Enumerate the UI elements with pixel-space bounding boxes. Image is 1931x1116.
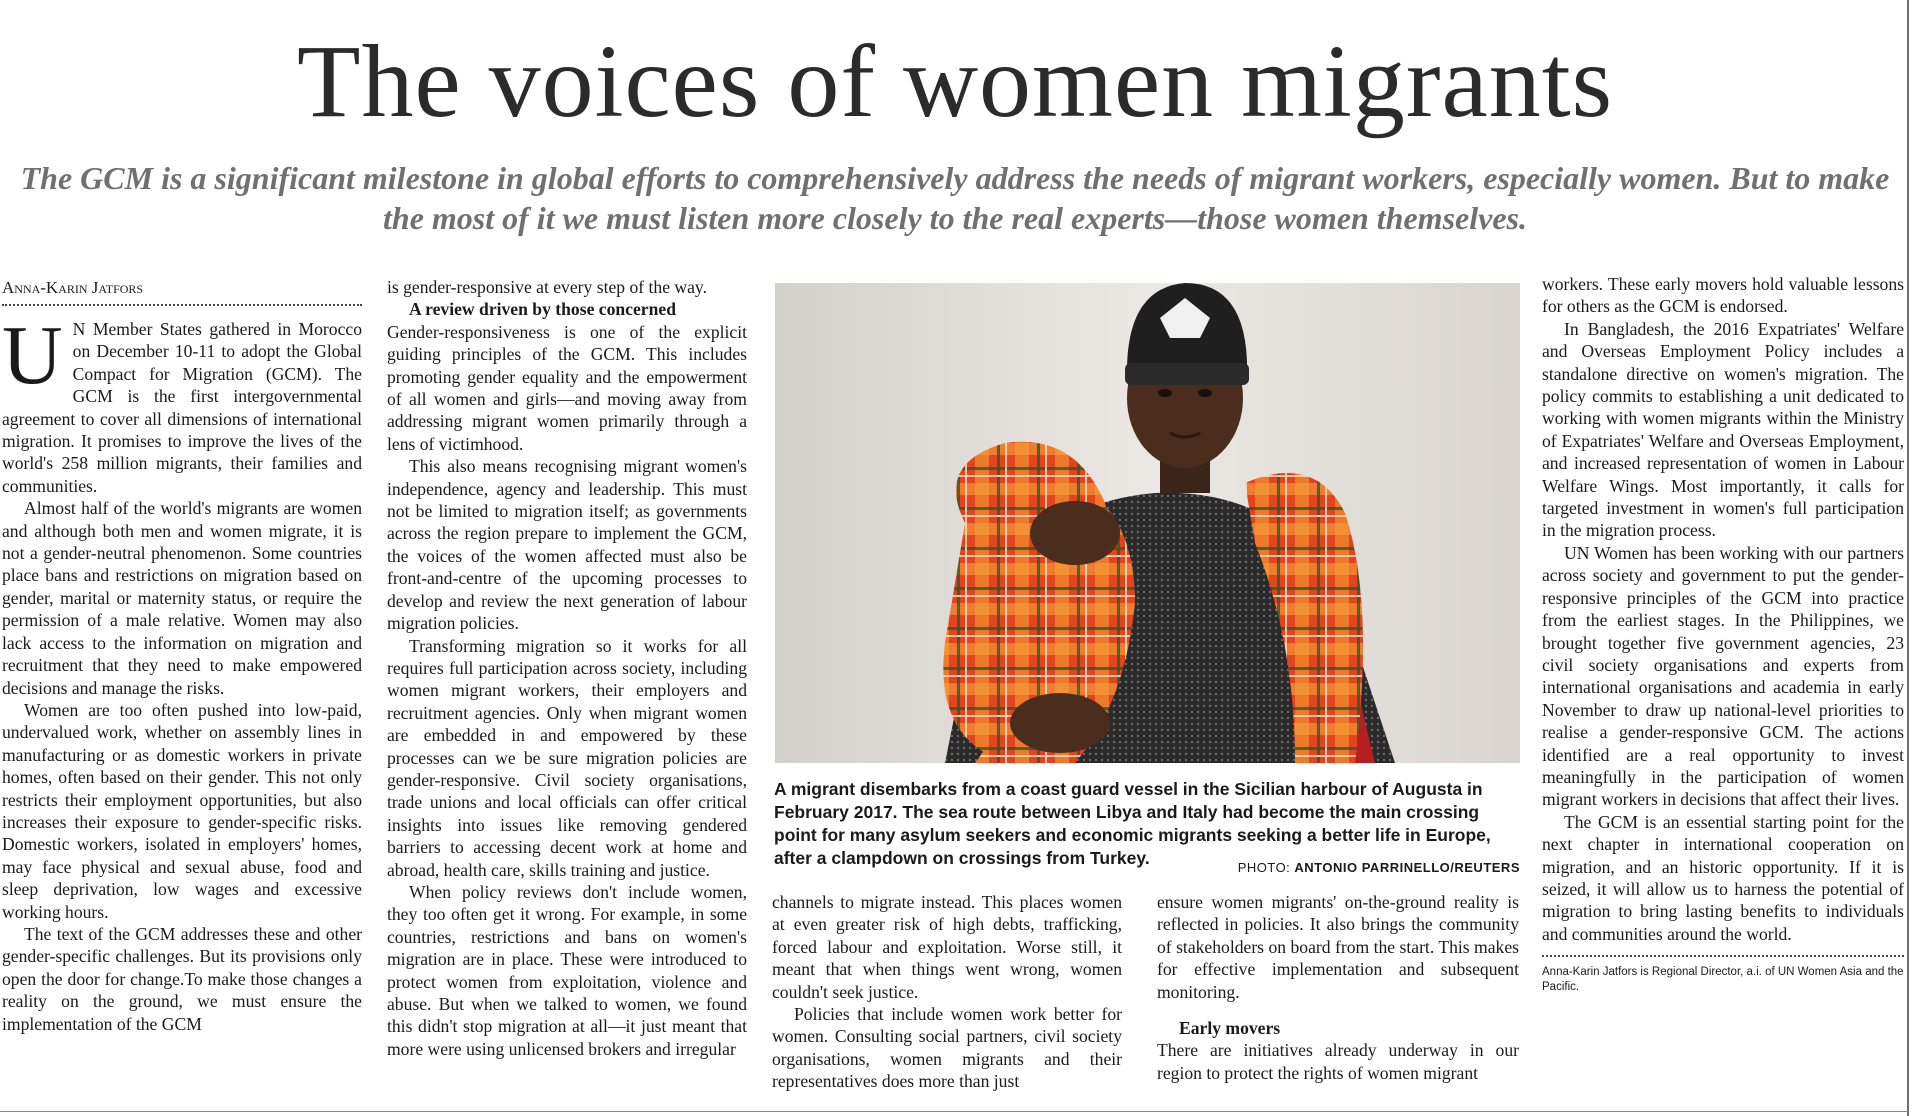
news-photo <box>775 283 1520 763</box>
column-3 <box>772 891 1122 1093</box>
paragraph: The GCM is an essential starting point for the next chapter in international cooperation on migration, and an historic opportunity. If it is seized, it will allow us to harness the potential of migration to bring lasting benefits to individuals and communities around the world. <box>1542 811 1904 944</box>
paragraph: There are initiatives already underway in our region to protect the rights of women migrant <box>1157 1040 1519 1083</box>
paragraph: channels to migrate instead. This places women at even greater risk of high debts, trafficking, forced labour and exploitation. Worse still, it meant that when things went wrong, women couldn't seek justice. <box>772 892 1122 1002</box>
author-bio: Anna-Karin Jatfors is Regional Director, a.i. of UN Women Asia and the Pacific. <box>1542 955 1904 995</box>
paragraph: ensure women migrants' on-the-ground reality is reflected in policies. It also brings the community of stakeholders on board from the start. This makes for effective implementation and subsequent monitoring. <box>1157 892 1519 1002</box>
photo-caption: A migrant disembarks from a coast guard vessel in the Sicilian harbour of Augusta in February 2017. The sea route between Libya and Italy had become the main crossing point for many asylum seekers and economic migrants seeking a better life in Europe, after a clampdown on crossings from Turkey. <box>774 779 1491 868</box>
paragraph: Women are too often pushed into low-paid, undervalued work, whether on assembly lines in manufacturing or as domestic workers in private homes, often based on their gender. This not only restricts their employment opportunities, but also increases their exposure to gender-specific risks. Domestic workers, isolated in employers' homes, may face physical and sexual abuse, food and sleep deprivation, low wages and excessive working hours. <box>2 699 362 922</box>
bottom-rule <box>0 1111 1908 1112</box>
paragraph-text: N Member States gathered in Morocco on December 10-11 to adopt the Global Compact for Migration (GCM). The GCM is the first intergovernmental agreement to cover all dimensions of international migration. It promises to improve the lives of the world's 258 million migrants, their families and communities. <box>2 319 362 496</box>
paragraph: Policies that include women work better for women. Consulting social partners, civil society organisations, women migrants and their representatives does more than just <box>772 1004 1122 1092</box>
paragraph: Transforming migration so it works for all requires full participation across society, including women migrant workers, their employers and recruitment agencies. Only when migrant women are embedded in and empowered by these processes can we be sure migration policies are gender-responsive. Civil society organisations, trade unions and local officials can offer critical insights into issues like removing gendered barriers to accessing decent work at home and abroad, health care, skills training and justice. <box>387 635 747 880</box>
paragraph: In Bangladesh, the 2016 Expatriates' Welfare and Overseas Employment Policy includes a standalone directive on women's migration. The policy commits to establishing a unit dedicated to working with women migrants within the Ministry of Expatriates' Welfare and Overseas Employment, and increased representation of women in Labour Welfare Wings. Most importantly, it calls for targeted investment in women's full participation in the migration process. <box>1542 318 1904 541</box>
paragraph: The text of the GCM addresses these and other gender-specific challenges. But its provisions only open the door for change.To make those changes a reality on the ground, we must ensure the implementation of the GCM <box>2 923 362 1034</box>
paragraph: is gender-responsive at every step of the way. <box>387 277 707 297</box>
subheading: A review driven by those concerned <box>409 299 676 320</box>
paragraph: UN Women has been working with our partners across society and government to put the gender-responsive principles of the GCM into practice from the earliest stages. In the Philippines, we brought together five government agencies, 23 civil society organisations and experts from international organisations and academia in early November to draw up national-level priorities to realise a gender-responsive GCM. The actions identified are a real opportunity to invest meaningfully in the participation of women migrant workers in decisions that affect their lives. <box>1542 542 1904 810</box>
photo-credit <box>1238 860 1520 875</box>
deck-subtitle: The GCM is a significant milestone in global efforts to comprehensively address the needs of migrant workers, especially women. But to make the most of it we must listen more closely to the real experts—those women themselves. <box>20 160 1890 236</box>
migrant-woman-illustration <box>775 283 1520 763</box>
paragraph: Almost half of the world's migrants are women and although both men and women migrate, it is not a gender-neutral phenomenon. Some countries place bans and restrictions on migration based on gender, marital or maternity status, or require the permission of a male relative. Women may also lack access to the information on migration and recruitment that they need to make empowered decisions and manage the risks. <box>2 498 362 698</box>
paragraph <box>2 309 362 497</box>
column-1 <box>2 278 362 1035</box>
paragraph: Gender-responsiveness is one of the explicit guiding principles of the GCM. This includes promoting gender equality and the empowerment of all women and girls—and moving away from addressing migrant women primarily through a lens of victimhood. <box>387 321 747 454</box>
credit-name: ANTONIO PARRINELLO/REUTERS <box>1294 860 1520 875</box>
paragraph: When policy reviews don't include women, they too often get it wrong. For example, in some countries, restrictions and bans on women's migration are in place. These were introduced to protect women from exploitation, violence and abuse. But when we talked to women, we found this didn't stop migration at all—it just meant that more were using unlicensed brokers and irregular <box>387 881 747 1059</box>
column-5 <box>1542 273 1904 995</box>
drop-cap: U <box>2 309 63 402</box>
paragraph: This also means recognising migrant women's independence, agency and leadership. This must not be limited to migration itself; as governments across the region prepare to implement the GCM, the voices of the women affected must also be front-and-centre of the upcoming processes to develop and review the next generation of labour migration policies. <box>387 456 747 634</box>
byline: Anna-Karin Jatfors <box>2 278 362 306</box>
paragraph: workers. These early movers hold valuable lessons for others as the GCM is endorsed. <box>1542 274 1904 317</box>
subheading: Early movers <box>1179 1018 1281 1039</box>
credit-prefix: PHOTO: <box>1237 860 1295 875</box>
column-2 <box>387 276 747 1060</box>
page-edge-rule <box>1907 0 1909 1116</box>
headline: The voices of women migrants <box>296 24 1614 139</box>
column-4 <box>1157 891 1519 1084</box>
